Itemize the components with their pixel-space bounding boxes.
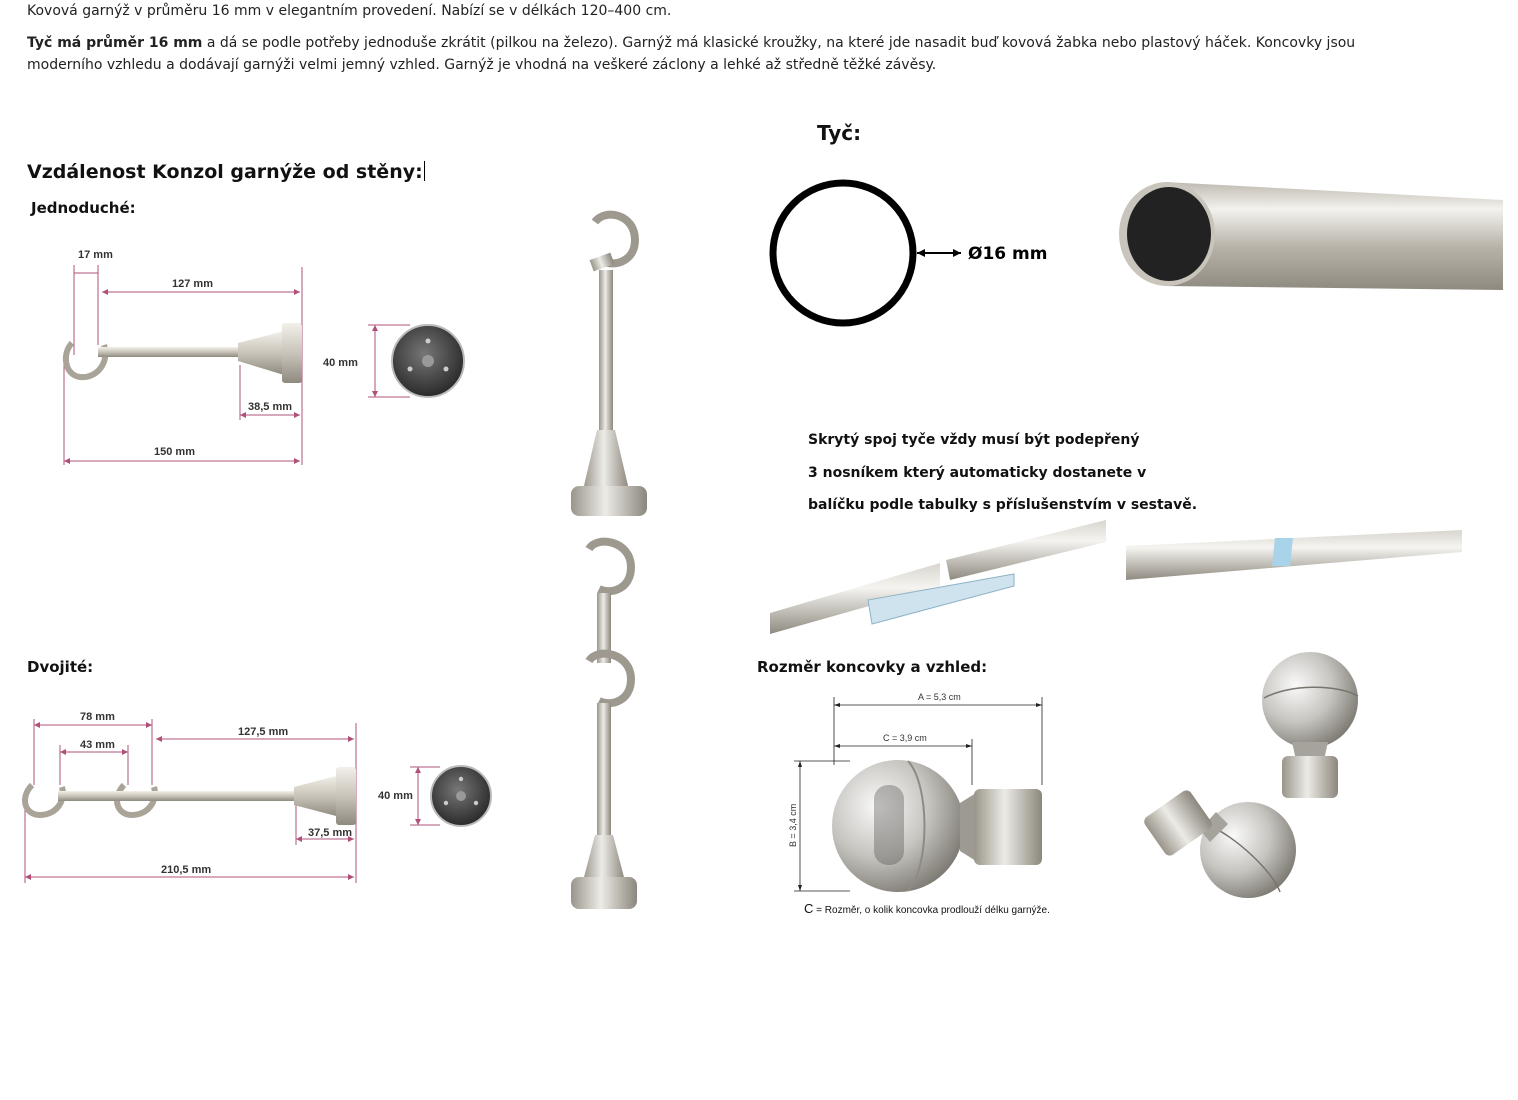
double-dim-inner: 43 mm <box>80 739 115 751</box>
rod-heading: Tyč: <box>817 121 862 145</box>
joint-note-line-1: Skrytý spoj tyče vždy musí být podepřený <box>808 432 1140 448</box>
finial-dim-c: C = 3,9 cm <box>883 733 927 743</box>
finial-dim-b: B = 3,4 cm <box>788 803 798 847</box>
double-heading: Dvojité: <box>27 658 94 676</box>
single-dim-plate: 40 mm <box>323 357 358 369</box>
single-plate-icon <box>392 325 464 397</box>
rod-cross-section <box>765 175 1065 345</box>
double-dim-base: 37,5 mm <box>308 827 353 839</box>
double-bracket-photo <box>565 535 665 915</box>
finial-heading: Rozměr koncovky a vzhled: <box>757 658 988 676</box>
finial-photo <box>1140 640 1380 910</box>
brackets-heading[interactable] <box>27 161 425 183</box>
double-plate-icon <box>431 766 491 826</box>
joint-note-line-3: balíčku podle tabulky s příslušenstvím v sestavě. <box>808 497 1198 513</box>
rod-diameter-label: Ø16 mm <box>968 244 1048 264</box>
finial-ball-icon <box>832 760 1042 892</box>
text-caret <box>424 161 425 181</box>
double-dim-plate: 40 mm <box>378 790 413 802</box>
intro-line-1: Kovová garnýž v průměru 16 mm v elegantním provedení. Nabízí se v délkách 120–400 cm. <box>27 3 672 19</box>
intro-paragraph-2 <box>27 32 1427 76</box>
finial-caption-c: C <box>804 901 814 916</box>
joint-note <box>808 424 1197 522</box>
finial-caption-rest: = Rozměr, o kolik koncovka prodlouží délku garnýže. <box>813 905 1050 916</box>
single-dim-base: 38,5 mm <box>248 401 293 413</box>
single-dim-hook: 17 mm <box>78 249 113 261</box>
finial-caption <box>804 901 1050 916</box>
double-bracket-diagram <box>0 705 500 905</box>
single-bracket-side-icon <box>66 323 302 383</box>
single-bracket-diagram <box>0 235 480 495</box>
intro-bold-lead: Tyč má průměr 16 mm <box>27 35 203 51</box>
single-heading: Jednoduché: <box>31 199 136 217</box>
brackets-heading-text: Vzdálenost Konzol garnýže od stěny: <box>27 161 423 183</box>
double-bracket-side-icon <box>25 767 356 825</box>
rod-photo <box>1115 178 1515 298</box>
rod-joint-photo-closed <box>1124 528 1469 598</box>
finial-diagram <box>780 685 1060 925</box>
single-dim-arm: 127 mm <box>172 278 213 290</box>
double-dim-total: 210,5 mm <box>161 864 212 876</box>
rod-joint-photo-open <box>768 518 1113 638</box>
joint-note-line-2: 3 nosníkem který automaticky dostanete v <box>808 464 1147 481</box>
single-dim-total: 150 mm <box>154 446 195 458</box>
single-bracket-photo <box>565 210 665 520</box>
finial-dim-a: A = 5,3 cm <box>918 692 961 702</box>
intro-rest: a dá se podle potřeby jednoduše zkrátit (pilkou na železo). Garnýž má klasické kroužky, na které jde nasadit buď kovová žabka nebo plastový háček. Koncovky jsou moderního vzhledu a dodávají garnýži velmi jemný vzhled. Garnýž je vhodná na veškeré záclony a lehké až středně těžké závěsy. <box>27 35 1356 73</box>
double-dim-outer: 78 mm <box>80 711 115 723</box>
double-dim-arm: 127,5 mm <box>238 726 289 738</box>
